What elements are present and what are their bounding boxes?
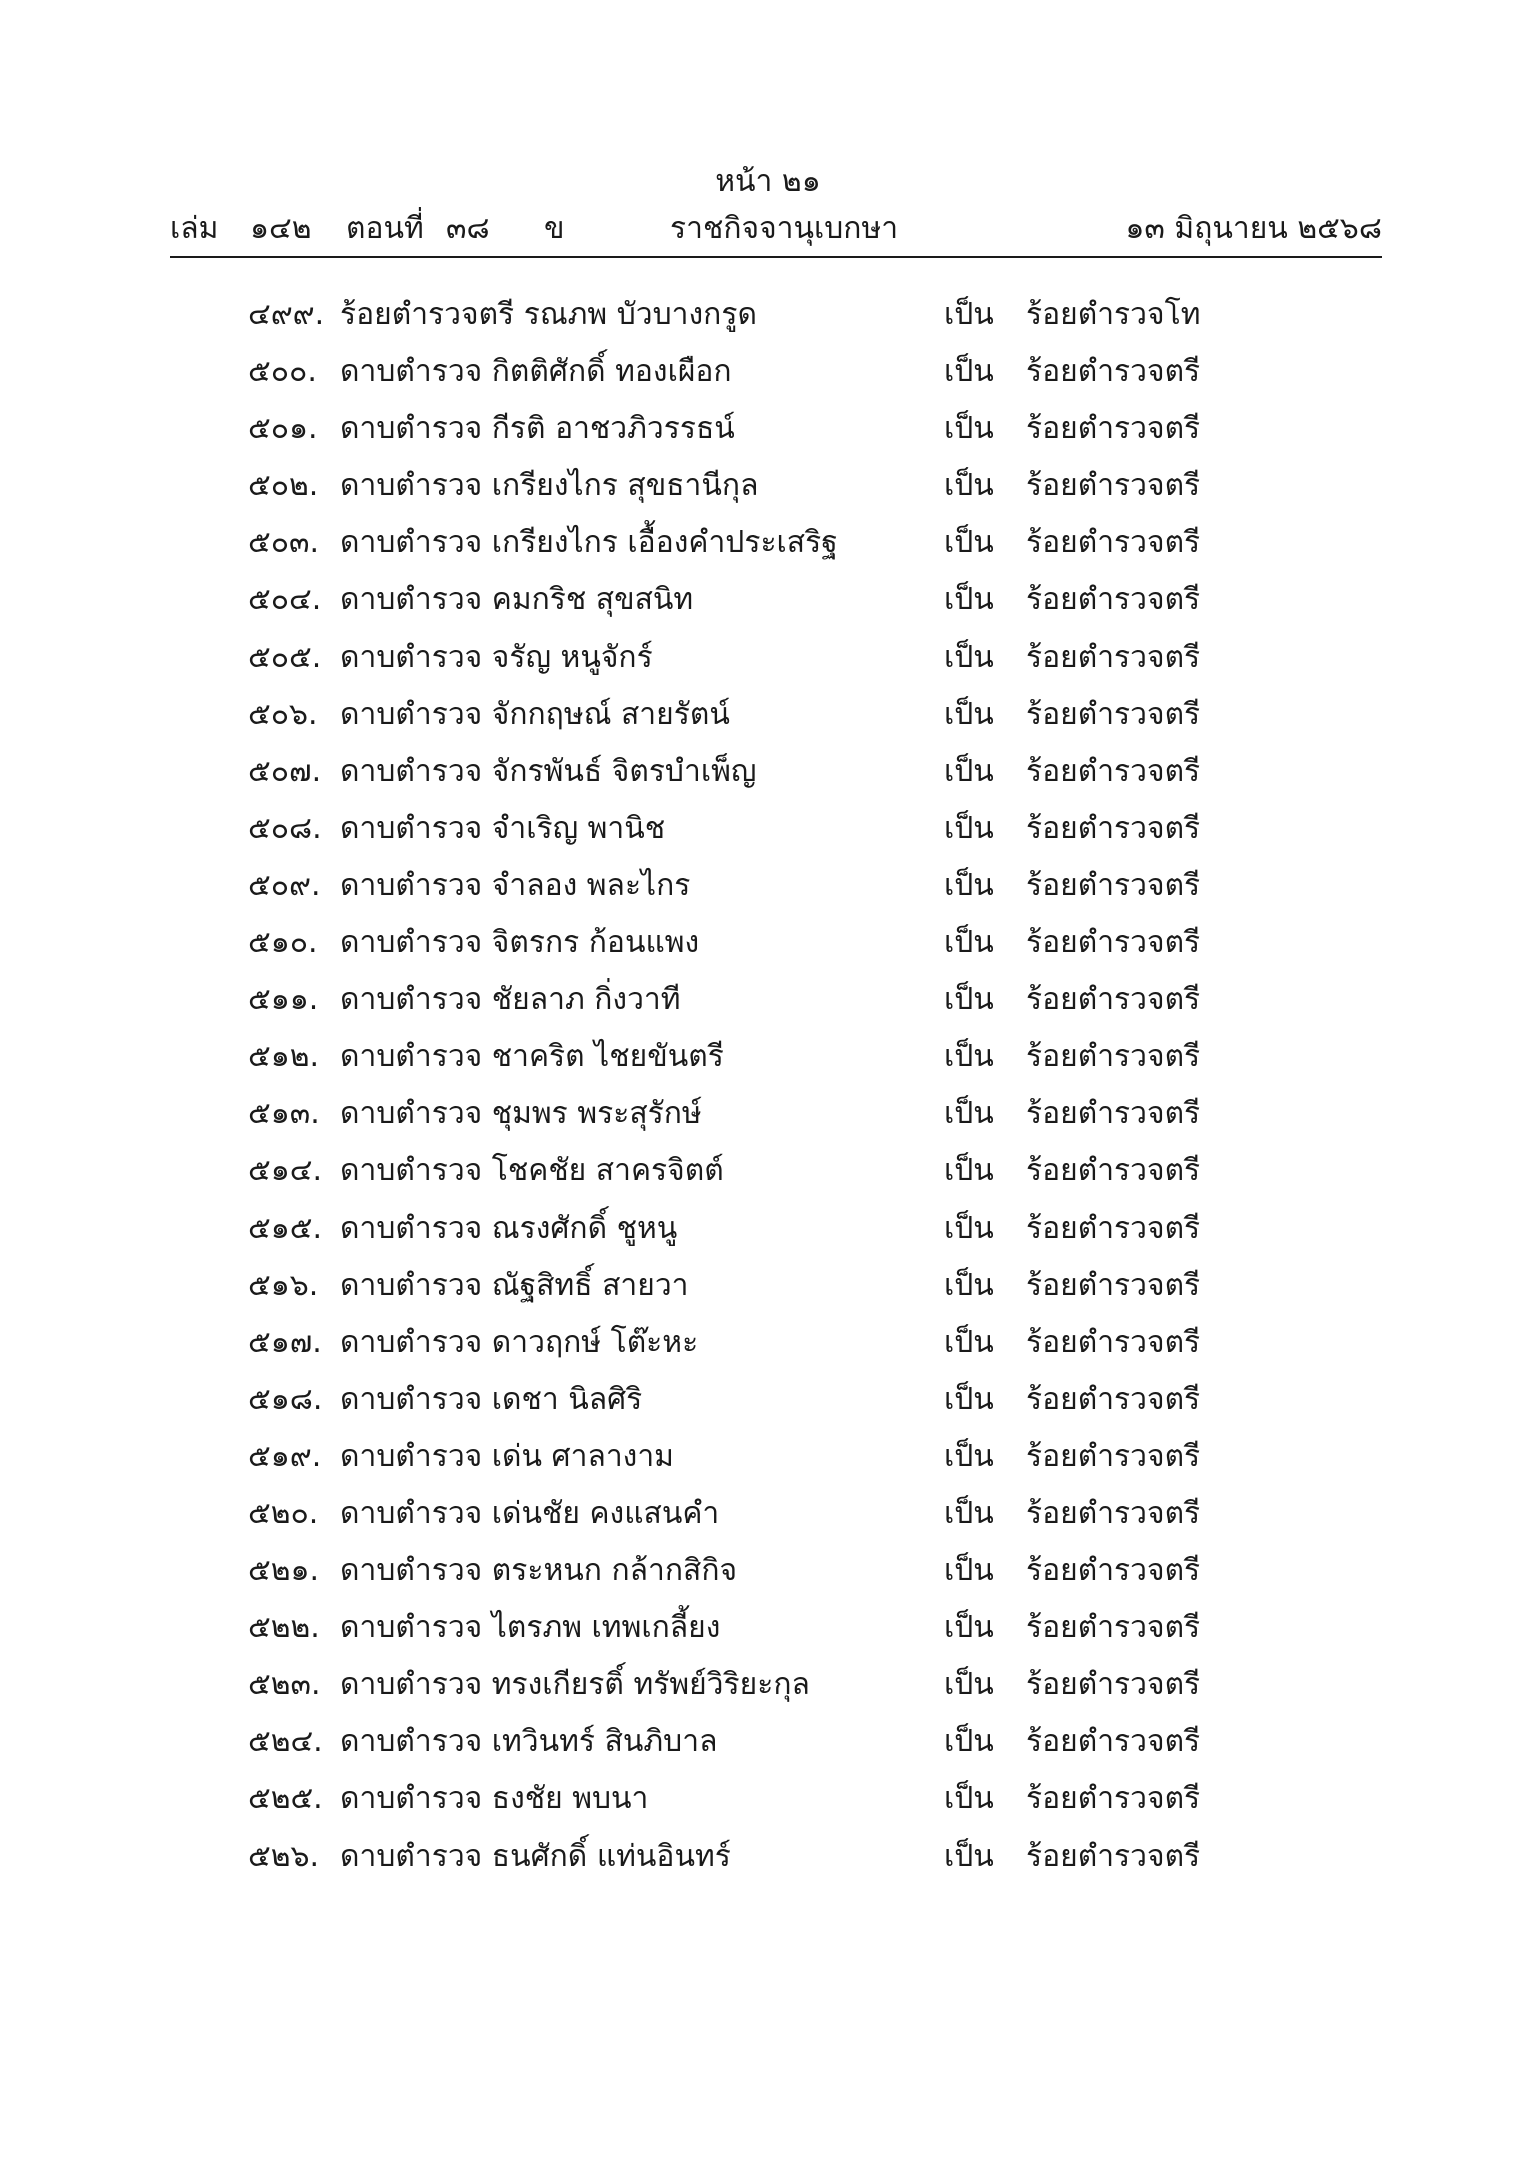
entry-new-rank: ร้อยตำรวจตรี <box>1026 1210 1201 1246</box>
entry-rank-name: ร้อยตำรวจตรี รณภพ บัวบางกรูด <box>340 297 757 332</box>
list-item <box>0 1542 1536 1599</box>
list-item <box>0 1028 1536 1085</box>
list-item <box>0 343 1536 400</box>
entry-rank-name: ดาบตำรวจ ไตรภพ เทพเกลี้ยง <box>340 1610 721 1646</box>
list-item <box>0 1713 1536 1770</box>
entry-rank-name: ดาบตำรวจ ชัยลาภ กิ่งวาที <box>340 982 681 1018</box>
entry-conjunction: เป็น <box>944 1838 994 1874</box>
entry-number: ๕๐๙. <box>248 867 321 903</box>
entry-number: ๕๐๘. <box>248 810 322 846</box>
list-item <box>0 1770 1536 1827</box>
entry-rank-name: ดาบตำรวจ เกรียงไกร สุขธานีกุล <box>340 468 759 504</box>
entry-number: ๕๐๖. <box>248 696 318 732</box>
entry-rank-name: ดาบตำรวจ ชาคริต ไชยขันตรี <box>340 1039 724 1075</box>
list-item <box>0 1656 1536 1713</box>
list-item <box>0 400 1536 457</box>
entry-conjunction: เป็น <box>944 810 994 846</box>
entry-number: ๕๑๔. <box>248 1153 322 1189</box>
publication-title: ราชกิจจานุเบกษา <box>670 211 899 246</box>
list-item <box>0 457 1536 514</box>
list-item <box>0 1828 1536 1885</box>
entry-new-rank: ร้อยตำรวจตรี <box>1026 925 1201 961</box>
entry-conjunction: เป็น <box>944 753 994 789</box>
entry-new-rank: ร้อยตำรวจตรี <box>1026 639 1201 675</box>
volume-number: ๑๔๒ <box>250 211 312 246</box>
entry-rank-name: ดาบตำรวจ จิตรกร ก้อนแพง <box>340 925 700 961</box>
entry-new-rank: ร้อยตำรวจตรี <box>1026 1381 1201 1417</box>
entry-conjunction: เป็น <box>944 1438 994 1474</box>
entry-number: ๕๒๕. <box>248 1781 323 1817</box>
entry-rank-name: ดาบตำรวจ ทรงเกียรติ์ ทรัพย์วิริยะกุล <box>340 1667 810 1703</box>
entry-number: ๕๐๗. <box>248 753 322 789</box>
entry-number: ๕๐๓. <box>248 525 320 561</box>
promotion-list <box>0 286 1536 1885</box>
list-item <box>0 1085 1536 1142</box>
entry-new-rank: ร้อยตำรวจตรี <box>1026 582 1201 618</box>
list-item <box>0 286 1536 343</box>
entry-rank-name: ดาบตำรวจ เดชา นิลศิริ <box>340 1381 643 1417</box>
entry-rank-name: ดาบตำรวจ จักกฤษณ์ สายรัตน์ <box>340 696 730 732</box>
entry-number: ๕๑๙. <box>248 1438 322 1474</box>
entry-conjunction: เป็น <box>944 1610 994 1646</box>
entry-rank-name: ดาบตำรวจ จรัญ หนูจักร์ <box>340 639 653 675</box>
entry-new-rank: ร้อยตำรวจตรี <box>1026 1438 1201 1474</box>
entry-new-rank: ร้อยตำรวจตรี <box>1026 354 1201 390</box>
entry-conjunction: เป็น <box>944 696 994 732</box>
entry-new-rank: ร้อยตำรวจตรี <box>1026 1781 1201 1817</box>
document-header <box>170 208 1382 250</box>
entry-number: ๕๑๕. <box>248 1210 322 1246</box>
entry-number: ๕๒๐. <box>248 1495 319 1531</box>
entry-number: ๕๑๓. <box>248 1096 320 1132</box>
publication-date: ๑๓ มิถุนายน ๒๕๖๘ <box>1125 211 1382 246</box>
entry-rank-name: ดาบตำรวจ เด่นชัย คงแสนคำ <box>340 1495 720 1531</box>
entry-rank-name: ดาบตำรวจ เกรียงไกร เอื้องคำประเสริฐ <box>340 525 838 561</box>
entry-conjunction: เป็น <box>944 525 994 561</box>
list-item <box>0 1485 1536 1542</box>
entry-conjunction: เป็น <box>944 867 994 903</box>
entry-rank-name: ดาบตำรวจ ชุมพร พระสุรักษ์ <box>340 1096 702 1132</box>
entry-number: ๕๑๘. <box>248 1381 323 1417</box>
list-item <box>0 514 1536 571</box>
list-item <box>0 686 1536 743</box>
issue-number: ๓๘ <box>446 211 490 246</box>
entry-number: ๕๐๔. <box>248 582 322 618</box>
list-item <box>0 971 1536 1028</box>
entry-new-rank: ร้อยตำรวจตรี <box>1026 1838 1201 1874</box>
entry-rank-name: ดาบตำรวจ จักรพันธ์ จิตรบำเพ็ญ <box>340 753 757 789</box>
entry-rank-name: ดาบตำรวจ ตระหนก กล้ากสิกิจ <box>340 1553 738 1589</box>
list-item <box>0 571 1536 628</box>
entry-new-rank: ร้อยตำรวจตรี <box>1026 1267 1201 1303</box>
entry-number: ๕๐๒. <box>248 468 319 504</box>
entry-new-rank: ร้อยตำรวจตรี <box>1026 696 1201 732</box>
entry-number: ๕๒๖. <box>248 1838 320 1874</box>
list-item <box>0 1314 1536 1371</box>
entry-new-rank: ร้อยตำรวจตรี <box>1026 1553 1201 1589</box>
entry-number: ๕๒๑. <box>248 1553 320 1589</box>
list-item <box>0 800 1536 857</box>
entry-conjunction: เป็น <box>944 1324 994 1360</box>
list-item <box>0 1142 1536 1199</box>
entry-number: ๕๒๔. <box>248 1724 323 1760</box>
entry-new-rank: ร้อยตำรวจตรี <box>1026 1610 1201 1646</box>
list-item <box>0 857 1536 914</box>
entry-new-rank: ร้อยตำรวจตรี <box>1026 867 1201 903</box>
entry-rank-name: ดาบตำรวจ ธงชัย พบนา <box>340 1781 649 1817</box>
volume-label: เล่ม <box>170 211 219 246</box>
entry-number: ๔๙๙. <box>248 297 325 332</box>
section-letter: ข <box>544 211 565 246</box>
list-item <box>0 1428 1536 1485</box>
entry-number: ๕๒๒. <box>248 1610 320 1646</box>
entry-new-rank: ร้อยตำรวจตรี <box>1026 810 1201 846</box>
entry-conjunction: เป็น <box>944 1096 994 1132</box>
entry-conjunction: เป็น <box>944 1381 994 1417</box>
entry-rank-name: ดาบตำรวจ ณัฐสิทธิ์ สายวา <box>340 1267 689 1303</box>
entry-new-rank: ร้อยตำรวจตรี <box>1026 982 1201 1018</box>
entry-new-rank: ร้อยตำรวจตรี <box>1026 1153 1201 1189</box>
entry-rank-name: ดาบตำรวจ โชคชัย สาครจิตต์ <box>340 1153 724 1189</box>
entry-rank-name: ดาบตำรวจ เด่น ศาลางาม <box>340 1438 674 1474</box>
list-item <box>0 1257 1536 1314</box>
entry-conjunction: เป็น <box>944 1153 994 1189</box>
entry-conjunction: เป็น <box>944 1267 994 1303</box>
entry-new-rank: ร้อยตำรวจตรี <box>1026 525 1201 561</box>
entry-number: ๕๑๐. <box>248 925 318 961</box>
entry-number: ๕๒๓. <box>248 1667 321 1703</box>
entry-new-rank: ร้อยตำรวจตรี <box>1026 753 1201 789</box>
entry-conjunction: เป็น <box>944 1781 994 1817</box>
list-item <box>0 914 1536 971</box>
list-item <box>0 1200 1536 1257</box>
entry-number: ๕๐๑. <box>248 411 318 447</box>
list-item <box>0 1371 1536 1428</box>
entry-new-rank: ร้อยตำรวจตรี <box>1026 1324 1201 1360</box>
entry-rank-name: ดาบตำรวจ จำลอง พละไกร <box>340 867 691 903</box>
entry-rank-name: ดาบตำรวจ ณรงศักดิ์ ชูหนู <box>340 1210 678 1246</box>
entry-conjunction: เป็น <box>944 297 994 332</box>
entry-new-rank: ร้อยตำรวจตรี <box>1026 1495 1201 1531</box>
entry-number: ๕๑๖. <box>248 1267 319 1303</box>
entry-new-rank: ร้อยตำรวจตรี <box>1026 1039 1201 1075</box>
entry-rank-name: ดาบตำรวจ กีรติ อาชวภิวรรธน์ <box>340 411 735 447</box>
entry-conjunction: เป็น <box>944 354 994 390</box>
entry-conjunction: เป็น <box>944 1553 994 1589</box>
entry-conjunction: เป็น <box>944 1667 994 1703</box>
entry-number: ๕๑๑. <box>248 982 319 1018</box>
entry-rank-name: ดาบตำรวจ เทวินทร์ สินภิบาล <box>340 1724 718 1760</box>
entry-new-rank: ร้อยตำรวจตรี <box>1026 411 1201 447</box>
entry-rank-name: ดาบตำรวจ กิตติศักดิ์ ทองเผือก <box>340 354 732 390</box>
issue-label: ตอนที่ <box>346 211 424 246</box>
header-divider <box>170 256 1382 258</box>
entry-number: ๕๑๒. <box>248 1039 320 1075</box>
entry-new-rank: ร้อยตำรวจตรี <box>1026 1667 1201 1703</box>
entry-conjunction: เป็น <box>944 982 994 1018</box>
entry-rank-name: ดาบตำรวจ ธนศักดิ์ แท่นอินทร์ <box>340 1838 731 1874</box>
entry-new-rank: ร้อยตำรวจตรี <box>1026 1096 1201 1132</box>
list-item <box>0 743 1536 800</box>
list-item <box>0 1599 1536 1656</box>
list-item <box>0 629 1536 686</box>
entry-number: ๕๑๗. <box>248 1324 322 1360</box>
entry-number: ๕๐๐. <box>248 354 317 390</box>
entry-conjunction: เป็น <box>944 468 994 504</box>
entry-new-rank: ร้อยตำรวจโท <box>1026 297 1201 332</box>
entry-new-rank: ร้อยตำรวจตรี <box>1026 468 1201 504</box>
entry-conjunction: เป็น <box>944 1724 994 1760</box>
entry-rank-name: ดาบตำรวจ คมกริช สุขสนิท <box>340 582 694 618</box>
entry-conjunction: เป็น <box>944 925 994 961</box>
entry-rank-name: ดาบตำรวจ ดาวฤกษ์ โต๊ะหะ <box>340 1324 699 1360</box>
entry-conjunction: เป็น <box>944 411 994 447</box>
entry-conjunction: เป็น <box>944 582 994 618</box>
entry-conjunction: เป็น <box>944 639 994 675</box>
entry-number: ๕๐๕. <box>248 639 322 675</box>
entry-conjunction: เป็น <box>944 1039 994 1075</box>
entry-conjunction: เป็น <box>944 1210 994 1246</box>
entry-rank-name: ดาบตำรวจ จำเริญ พานิช <box>340 810 666 846</box>
entry-new-rank: ร้อยตำรวจตรี <box>1026 1724 1201 1760</box>
entry-conjunction: เป็น <box>944 1495 994 1531</box>
page-number: หน้า ๒๑ <box>715 164 821 199</box>
